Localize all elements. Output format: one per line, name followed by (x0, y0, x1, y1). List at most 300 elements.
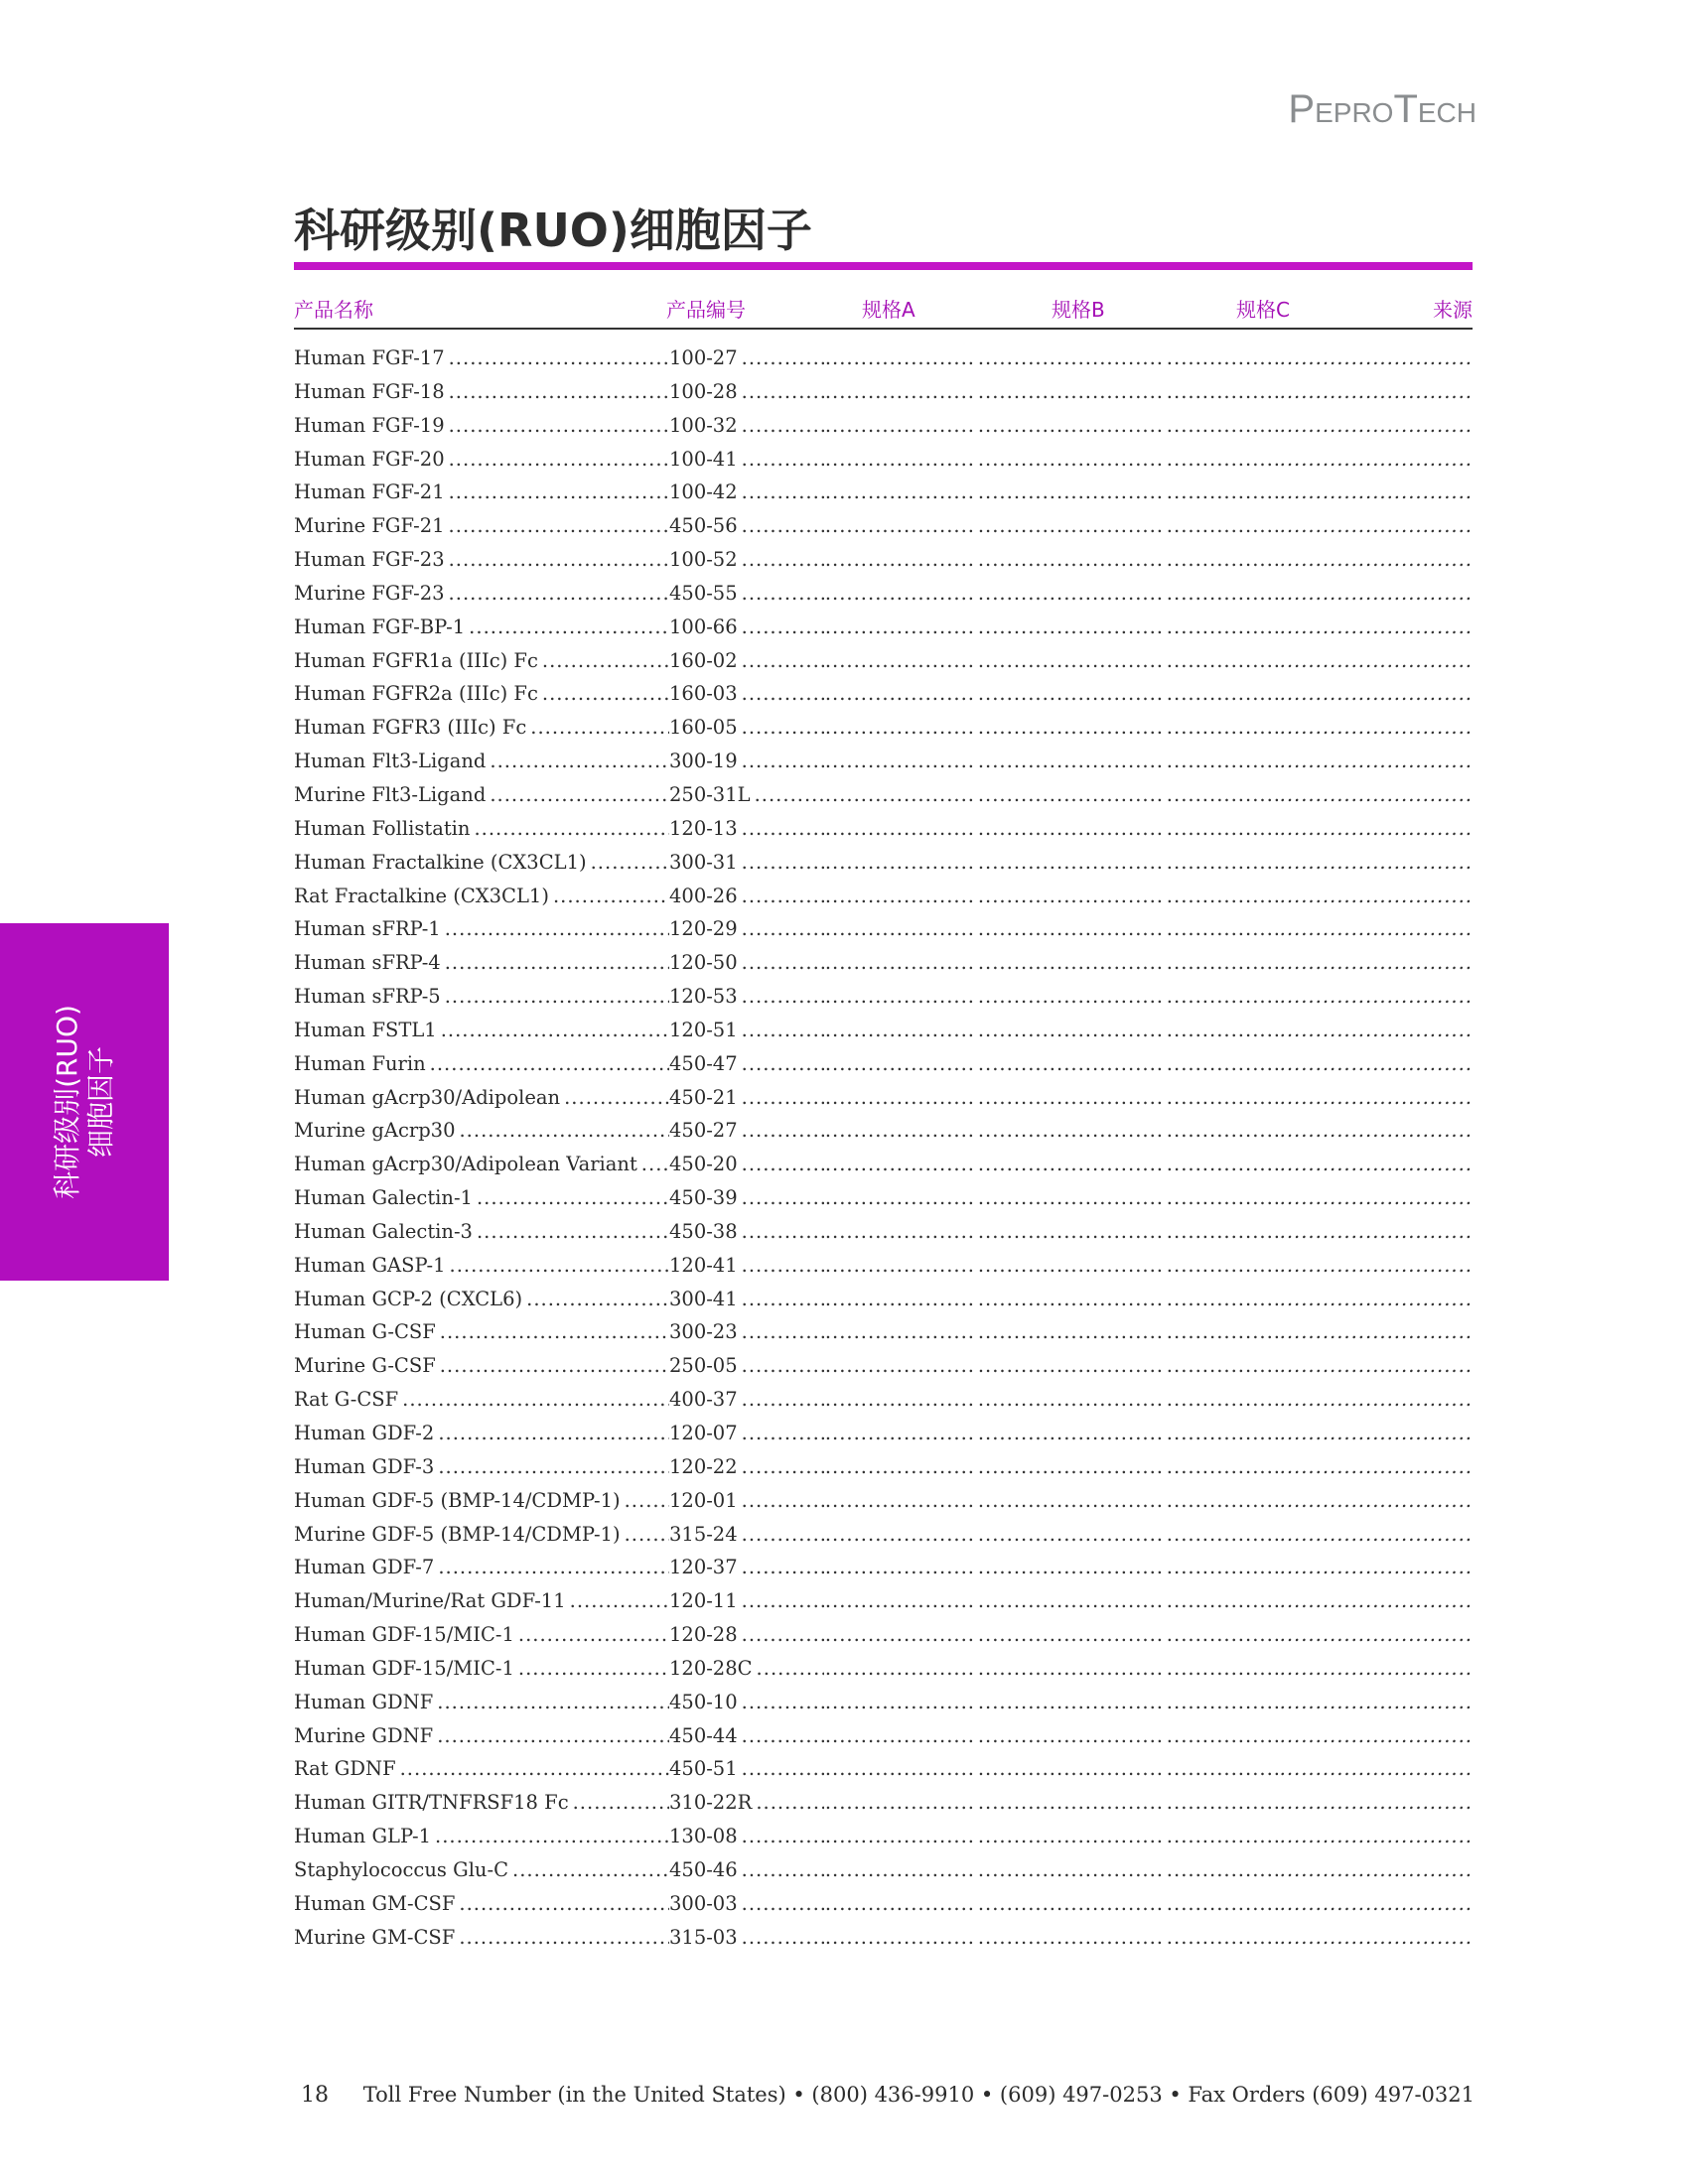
header-catalog-number: 产品编号 (666, 298, 746, 322)
page-title: 科研级别(RUO)细胞因子 (294, 204, 812, 257)
size-a (824, 577, 975, 611)
catalog-number: 450-39 ..... (669, 1181, 824, 1215)
size-b (975, 1114, 1164, 1148)
size-b (975, 409, 1164, 443)
size-b (975, 1887, 1164, 1921)
table-row (294, 1921, 1473, 1955)
source (1281, 1820, 1473, 1853)
product-name: Human GDF-15/MIC-1 ..... (294, 1652, 669, 1686)
size-c (1164, 1853, 1281, 1887)
source (1281, 1584, 1473, 1618)
size-b (975, 375, 1164, 409)
catalog-number: 300-31 ..... (669, 846, 824, 880)
size-a (824, 778, 975, 812)
size-c (1164, 1383, 1281, 1417)
catalog-number: 130-08 ..... (669, 1820, 824, 1853)
size-a (824, 1383, 975, 1417)
size-a (824, 443, 975, 477)
source (1281, 846, 1473, 880)
product-name: Human GCP-2 (CXCL6) ..... (294, 1283, 669, 1316)
header-size-c: 规格C (1236, 298, 1290, 322)
catalog-number: 100-32 ..... (669, 409, 824, 443)
catalog-number: 120-51 ..... (669, 1014, 824, 1047)
size-b (975, 980, 1164, 1014)
size-b (975, 1584, 1164, 1618)
size-c (1164, 1921, 1281, 1955)
size-c (1164, 1518, 1281, 1552)
source (1281, 509, 1473, 543)
size-a (824, 1786, 975, 1820)
source (1281, 1719, 1473, 1753)
table-row (294, 644, 1473, 678)
catalog-number: 400-37 ..... (669, 1383, 824, 1417)
size-b (975, 476, 1164, 509)
catalog-number: 450-44 ..... (669, 1719, 824, 1753)
size-c (1164, 1047, 1281, 1081)
size-b (975, 1315, 1164, 1349)
size-b (975, 509, 1164, 543)
table-row (294, 1618, 1473, 1652)
size-b (975, 1417, 1164, 1450)
size-b (975, 912, 1164, 946)
table-row (294, 1719, 1473, 1753)
size-c (1164, 1820, 1281, 1853)
size-c (1164, 1652, 1281, 1686)
source (1281, 1752, 1473, 1786)
size-c (1164, 1417, 1281, 1450)
size-b (975, 644, 1164, 678)
catalog-number: 100-42 ..... (669, 476, 824, 509)
table-row (294, 880, 1473, 913)
size-b (975, 846, 1164, 880)
product-name: Staphylococcus Glu-C ..... (294, 1853, 669, 1887)
size-c (1164, 375, 1281, 409)
table-row (294, 778, 1473, 812)
table-row (294, 1417, 1473, 1450)
source (1281, 644, 1473, 678)
catalog-number: 315-03 ..... (669, 1921, 824, 1955)
size-c (1164, 409, 1281, 443)
size-b (975, 946, 1164, 980)
size-a (824, 812, 975, 846)
size-b (975, 341, 1164, 375)
table-row (294, 1349, 1473, 1383)
table-row (294, 912, 1473, 946)
product-name: Human GDF-2 ..... (294, 1417, 669, 1450)
table-row (294, 1215, 1473, 1249)
size-a (824, 1921, 975, 1955)
catalog-number: 450-51 ..... (669, 1752, 824, 1786)
size-c (1164, 677, 1281, 711)
source (1281, 611, 1473, 644)
product-name: Murine GDNF ..... (294, 1719, 669, 1753)
product-name: Human FGF-17 ..... (294, 341, 669, 375)
size-b (975, 1484, 1164, 1518)
product-name: Human GASP-1 ..... (294, 1249, 669, 1283)
table-row (294, 1686, 1473, 1719)
size-b (975, 711, 1164, 745)
catalog-number: 120-29 ..... (669, 912, 824, 946)
source (1281, 1349, 1473, 1383)
size-a (824, 677, 975, 711)
product-name: Human/Murine/Rat GDF-11 ..... (294, 1584, 669, 1618)
table-row (294, 443, 1473, 477)
product-name: Human GDF-3 ..... (294, 1450, 669, 1484)
table-row (294, 1315, 1473, 1349)
size-c (1164, 880, 1281, 913)
catalog-number: 160-02 ..... (669, 644, 824, 678)
catalog-number: 120-28C ..... (669, 1652, 824, 1686)
size-b (975, 1349, 1164, 1383)
catalog-number: 450-27 ..... (669, 1114, 824, 1148)
product-name: Human Flt3-Ligand ..... (294, 745, 669, 778)
size-b (975, 443, 1164, 477)
size-b (975, 1921, 1164, 1955)
size-c (1164, 543, 1281, 577)
product-name: Murine FGF-23 ..... (294, 577, 669, 611)
source (1281, 711, 1473, 745)
catalog-number: 120-37 ..... (669, 1551, 824, 1584)
source (1281, 1786, 1473, 1820)
product-name: Human GDF-7 ..... (294, 1551, 669, 1584)
catalog-number: 450-20 ..... (669, 1148, 824, 1181)
size-a (824, 1518, 975, 1552)
size-c (1164, 745, 1281, 778)
source (1281, 577, 1473, 611)
catalog-number: 120-28 ..... (669, 1618, 824, 1652)
size-a (824, 1551, 975, 1584)
product-name: Murine G-CSF ..... (294, 1349, 669, 1383)
table-row (294, 946, 1473, 980)
size-c (1164, 1686, 1281, 1719)
source (1281, 912, 1473, 946)
catalog-number: 250-05 ..... (669, 1349, 824, 1383)
size-a (824, 711, 975, 745)
size-c (1164, 1283, 1281, 1316)
table-row (294, 1383, 1473, 1417)
product-name: Human FGF-18 ..... (294, 375, 669, 409)
product-name: Human GDF-15/MIC-1 ..... (294, 1618, 669, 1652)
size-b (975, 812, 1164, 846)
size-a (824, 1752, 975, 1786)
product-name: Murine Flt3-Ligand ..... (294, 778, 669, 812)
product-name: Human FGF-20 ..... (294, 443, 669, 477)
size-b (975, 1383, 1164, 1417)
size-c (1164, 476, 1281, 509)
product-name: Human Galectin-1 ..... (294, 1181, 669, 1215)
table-row (294, 1786, 1473, 1820)
size-b (975, 1618, 1164, 1652)
product-name: Human GDNF ..... (294, 1686, 669, 1719)
source (1281, 409, 1473, 443)
catalog-number: 310-22R ..... (669, 1786, 824, 1820)
source (1281, 1417, 1473, 1450)
size-a (824, 1820, 975, 1853)
source (1281, 341, 1473, 375)
source (1281, 1315, 1473, 1349)
table-row (294, 611, 1473, 644)
size-c (1164, 1249, 1281, 1283)
size-a (824, 409, 975, 443)
table-row (294, 543, 1473, 577)
catalog-number: 120-01 ..... (669, 1484, 824, 1518)
product-name: Murine gAcrp30 ..... (294, 1114, 669, 1148)
header-size-a: 规格A (862, 298, 915, 322)
size-a (824, 543, 975, 577)
catalog-number: 450-55 ..... (669, 577, 824, 611)
size-a (824, 1584, 975, 1618)
table-row (294, 341, 1473, 375)
source (1281, 1518, 1473, 1552)
size-a (824, 980, 975, 1014)
source (1281, 980, 1473, 1014)
size-a (824, 1484, 975, 1518)
catalog-number: 400-26 ..... (669, 880, 824, 913)
product-name: Murine GM-CSF ..... (294, 1921, 669, 1955)
size-a (824, 1283, 975, 1316)
table-row (294, 1752, 1473, 1786)
size-c (1164, 946, 1281, 980)
table-row (294, 577, 1473, 611)
source (1281, 1484, 1473, 1518)
source (1281, 1014, 1473, 1047)
size-a (824, 912, 975, 946)
brand-logo: PeproTech (1288, 87, 1477, 131)
size-a (824, 375, 975, 409)
size-b (975, 1820, 1164, 1853)
size-c (1164, 778, 1281, 812)
source (1281, 1114, 1473, 1148)
size-a (824, 1181, 975, 1215)
source (1281, 880, 1473, 913)
header-source: 来源 (1433, 298, 1473, 322)
size-c (1164, 1450, 1281, 1484)
size-c (1164, 912, 1281, 946)
header-size-b: 规格B (1052, 298, 1105, 322)
product-name: Human FGF-21 ..... (294, 476, 669, 509)
size-c (1164, 1484, 1281, 1518)
size-c (1164, 1315, 1281, 1349)
size-c (1164, 1014, 1281, 1047)
source (1281, 443, 1473, 477)
source (1281, 1652, 1473, 1686)
size-b (975, 1181, 1164, 1215)
catalog-number: 120-53 ..... (669, 980, 824, 1014)
table-row (294, 1518, 1473, 1552)
size-b (975, 543, 1164, 577)
source (1281, 1047, 1473, 1081)
size-b (975, 1752, 1164, 1786)
size-c (1164, 1215, 1281, 1249)
product-name: Murine FGF-21 ..... (294, 509, 669, 543)
size-c (1164, 1786, 1281, 1820)
catalog-number: 120-41 ..... (669, 1249, 824, 1283)
source (1281, 778, 1473, 812)
table-body (294, 341, 1473, 1955)
table-row (294, 1181, 1473, 1215)
source (1281, 1853, 1473, 1887)
catalog-number: 100-66 ..... (669, 611, 824, 644)
product-name: Human GM-CSF ..... (294, 1887, 669, 1921)
table-row (294, 1450, 1473, 1484)
product-name: Human gAcrp30/Adipolean Variant ..... (294, 1148, 669, 1181)
title-divider (294, 262, 1473, 270)
catalog-number: 450-46 ..... (669, 1853, 824, 1887)
size-c (1164, 980, 1281, 1014)
size-b (975, 1283, 1164, 1316)
size-a (824, 1014, 975, 1047)
size-c (1164, 711, 1281, 745)
size-c (1164, 341, 1281, 375)
catalog-number: 450-47 ..... (669, 1047, 824, 1081)
size-b (975, 1249, 1164, 1283)
product-name: Human FSTL1 ..... (294, 1014, 669, 1047)
size-a (824, 1081, 975, 1115)
catalog-number: 120-50 ..... (669, 946, 824, 980)
product-name: Human sFRP-4 ..... (294, 946, 669, 980)
size-b (975, 1719, 1164, 1753)
source (1281, 1148, 1473, 1181)
catalog-number: 100-28 ..... (669, 375, 824, 409)
table-header (294, 286, 1473, 330)
table-row (294, 509, 1473, 543)
table-row (294, 1551, 1473, 1584)
size-c (1164, 1618, 1281, 1652)
catalog-number: 450-21 ..... (669, 1081, 824, 1115)
size-a (824, 1853, 975, 1887)
source (1281, 745, 1473, 778)
size-c (1164, 1551, 1281, 1584)
product-name: Human gAcrp30/Adipolean ..... (294, 1081, 669, 1115)
catalog-number: 100-27 ..... (669, 341, 824, 375)
size-a (824, 1417, 975, 1450)
source (1281, 1215, 1473, 1249)
product-name: Human GLP-1 ..... (294, 1820, 669, 1853)
size-c (1164, 1887, 1281, 1921)
table-row (294, 1148, 1473, 1181)
source (1281, 543, 1473, 577)
product-name: Human Furin ..... (294, 1047, 669, 1081)
table-row (294, 846, 1473, 880)
size-a (824, 341, 975, 375)
size-a (824, 509, 975, 543)
size-a (824, 1349, 975, 1383)
catalog-number: 120-11 ..... (669, 1584, 824, 1618)
catalog-number: 120-07 ..... (669, 1417, 824, 1450)
source (1281, 1887, 1473, 1921)
size-a (824, 476, 975, 509)
size-c (1164, 1114, 1281, 1148)
size-a (824, 745, 975, 778)
size-b (975, 1652, 1164, 1686)
catalog-number: 450-38 ..... (669, 1215, 824, 1249)
table-row (294, 1249, 1473, 1283)
size-b (975, 1686, 1164, 1719)
size-a (824, 880, 975, 913)
size-c (1164, 509, 1281, 543)
product-name: Human FGFR3 (IIIc) Fc ..... (294, 711, 669, 745)
product-name: Rat Fractalkine (CX3CL1) ..... (294, 880, 669, 913)
product-name: Human FGFR1a (IIIc) Fc ..... (294, 644, 669, 678)
product-name: Human FGFR2a (IIIc) Fc ..... (294, 677, 669, 711)
size-c (1164, 1349, 1281, 1383)
size-b (975, 1450, 1164, 1484)
product-name: Human Fractalkine (CX3CL1) ..... (294, 846, 669, 880)
product-table (294, 286, 1473, 1955)
source (1281, 1081, 1473, 1115)
catalog-number: 120-22 ..... (669, 1450, 824, 1484)
section-side-tab[interactable] (0, 923, 169, 1281)
size-a (824, 1148, 975, 1181)
table-row (294, 1114, 1473, 1148)
size-b (975, 611, 1164, 644)
catalog-number: 300-23 ..... (669, 1315, 824, 1349)
size-b (975, 577, 1164, 611)
product-name: Human FGF-BP-1 ..... (294, 611, 669, 644)
source (1281, 677, 1473, 711)
size-a (824, 1686, 975, 1719)
size-b (975, 1215, 1164, 1249)
size-c (1164, 1181, 1281, 1215)
table-row (294, 711, 1473, 745)
size-a (824, 644, 975, 678)
size-b (975, 745, 1164, 778)
size-a (824, 946, 975, 980)
table-row (294, 1484, 1473, 1518)
catalog-number: 160-05 ..... (669, 711, 824, 745)
size-c (1164, 611, 1281, 644)
product-name: Human FGF-19 ..... (294, 409, 669, 443)
catalog-number: 315-24 ..... (669, 1518, 824, 1552)
size-c (1164, 1719, 1281, 1753)
size-a (824, 1450, 975, 1484)
size-a (824, 1719, 975, 1753)
catalog-number: 300-03 ..... (669, 1887, 824, 1921)
product-name: Human sFRP-5 ..... (294, 980, 669, 1014)
table-row (294, 1081, 1473, 1115)
table-row (294, 1820, 1473, 1853)
size-b (975, 677, 1164, 711)
catalog-number: 160-03 ..... (669, 677, 824, 711)
source (1281, 946, 1473, 980)
product-name: Rat G-CSF ..... (294, 1383, 669, 1417)
catalog-number: 300-19 ..... (669, 745, 824, 778)
size-a (824, 1114, 975, 1148)
product-name: Human Galectin-3 ..... (294, 1215, 669, 1249)
table-row (294, 1047, 1473, 1081)
size-a (824, 1215, 975, 1249)
table-row (294, 1887, 1473, 1921)
size-c (1164, 812, 1281, 846)
size-c (1164, 846, 1281, 880)
size-a (824, 1618, 975, 1652)
table-row (294, 1014, 1473, 1047)
side-tab-label: 科研级别(RUO) 细胞因子 (51, 1005, 117, 1199)
source (1281, 1450, 1473, 1484)
source (1281, 1249, 1473, 1283)
catalog-number: 100-52 ..... (669, 543, 824, 577)
size-c (1164, 644, 1281, 678)
source (1281, 1618, 1473, 1652)
size-b (975, 1081, 1164, 1115)
source (1281, 1921, 1473, 1955)
table-row (294, 1584, 1473, 1618)
size-b (975, 778, 1164, 812)
footer-contact: Toll Free Number (in the United States) • (800) 436-9910 • (609) 497-0253 • Fax Orders (609) 497-0321 (362, 2083, 1475, 2107)
size-b (975, 1518, 1164, 1552)
size-a (824, 1249, 975, 1283)
source (1281, 375, 1473, 409)
